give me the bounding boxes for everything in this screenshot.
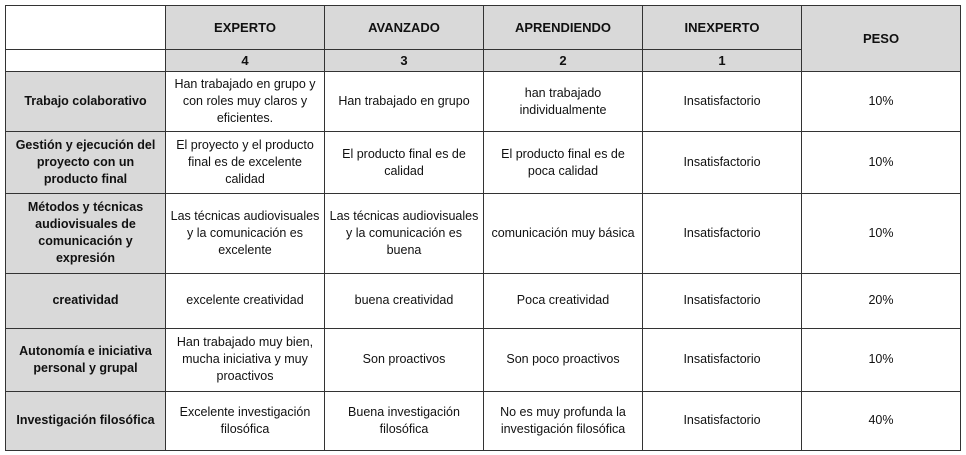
criterion-cell: Autonomía e iniciativa personal y grupal (6, 328, 166, 391)
level-aprendiendo-header: APRENDIENDO (484, 6, 643, 50)
avanzado-cell: buena creatividad (325, 273, 484, 328)
corner-cell-2 (6, 50, 166, 72)
weight-cell: 10% (802, 194, 961, 273)
criterion-cell: creatividad (6, 273, 166, 328)
avanzado-cell: Son proactivos (325, 328, 484, 391)
aprendiendo-cell: han trabajado individualmente (484, 72, 643, 132)
experto-cell: El proyecto y el producto final es de excelente calidad (166, 132, 325, 194)
inexperto-cell: Insatisfactorio (643, 72, 802, 132)
score-1: 1 (643, 50, 802, 72)
criterion-cell: Investigación filosófica (6, 391, 166, 450)
inexperto-cell: Insatisfactorio (643, 273, 802, 328)
aprendiendo-cell: Poca creatividad (484, 273, 643, 328)
experto-cell: Las técnicas audiovisuales y la comunicación es excelente (166, 194, 325, 273)
inexperto-cell: Insatisfactorio (643, 194, 802, 273)
weight-cell: 40% (802, 391, 961, 450)
level-inexperto-header: INEXPERTO (643, 6, 802, 50)
inexperto-cell: Insatisfactorio (643, 391, 802, 450)
experto-cell: Han trabajado en grupo y con roles muy claros y eficientes. (166, 72, 325, 132)
score-3: 3 (325, 50, 484, 72)
criterion-cell: Gestión y ejecución del proyecto con un producto final (6, 132, 166, 194)
score-4: 4 (166, 50, 325, 72)
inexperto-cell: Insatisfactorio (643, 132, 802, 194)
aprendiendo-cell: comunicación muy básica (484, 194, 643, 273)
table-row (6, 391, 961, 450)
level-avanzado-header: AVANZADO (325, 6, 484, 50)
experto-cell: Han trabajado muy bien, mucha iniciativa y muy proactivos (166, 328, 325, 391)
avanzado-cell: El producto final es de calidad (325, 132, 484, 194)
header-row (6, 6, 961, 50)
inexperto-cell: Insatisfactorio (643, 328, 802, 391)
table-row (6, 328, 961, 391)
table-row (6, 132, 961, 194)
weight-header: PESO (802, 6, 961, 72)
weight-cell: 20% (802, 273, 961, 328)
criterion-cell: Métodos y técnicas audiovisuales de comunicación y expresión (6, 194, 166, 273)
table-row (6, 72, 961, 132)
level-experto-header: EXPERTO (166, 6, 325, 50)
rubric-table (5, 5, 961, 451)
experto-cell: Excelente investigación filosófica (166, 391, 325, 450)
score-2: 2 (484, 50, 643, 72)
table-row (6, 273, 961, 328)
aprendiendo-cell: Son poco proactivos (484, 328, 643, 391)
weight-cell: 10% (802, 72, 961, 132)
criterion-cell: Trabajo colaborativo (6, 72, 166, 132)
weight-cell: 10% (802, 328, 961, 391)
avanzado-cell: Buena investigación filosófica (325, 391, 484, 450)
avanzado-cell: Han trabajado en grupo (325, 72, 484, 132)
avanzado-cell: Las técnicas audiovisuales y la comunicación es buena (325, 194, 484, 273)
weight-cell: 10% (802, 132, 961, 194)
aprendiendo-cell: No es muy profunda la investigación filosófica (484, 391, 643, 450)
aprendiendo-cell: El producto final es de poca calidad (484, 132, 643, 194)
corner-cell (6, 6, 166, 50)
experto-cell: excelente creatividad (166, 273, 325, 328)
table-row (6, 194, 961, 273)
